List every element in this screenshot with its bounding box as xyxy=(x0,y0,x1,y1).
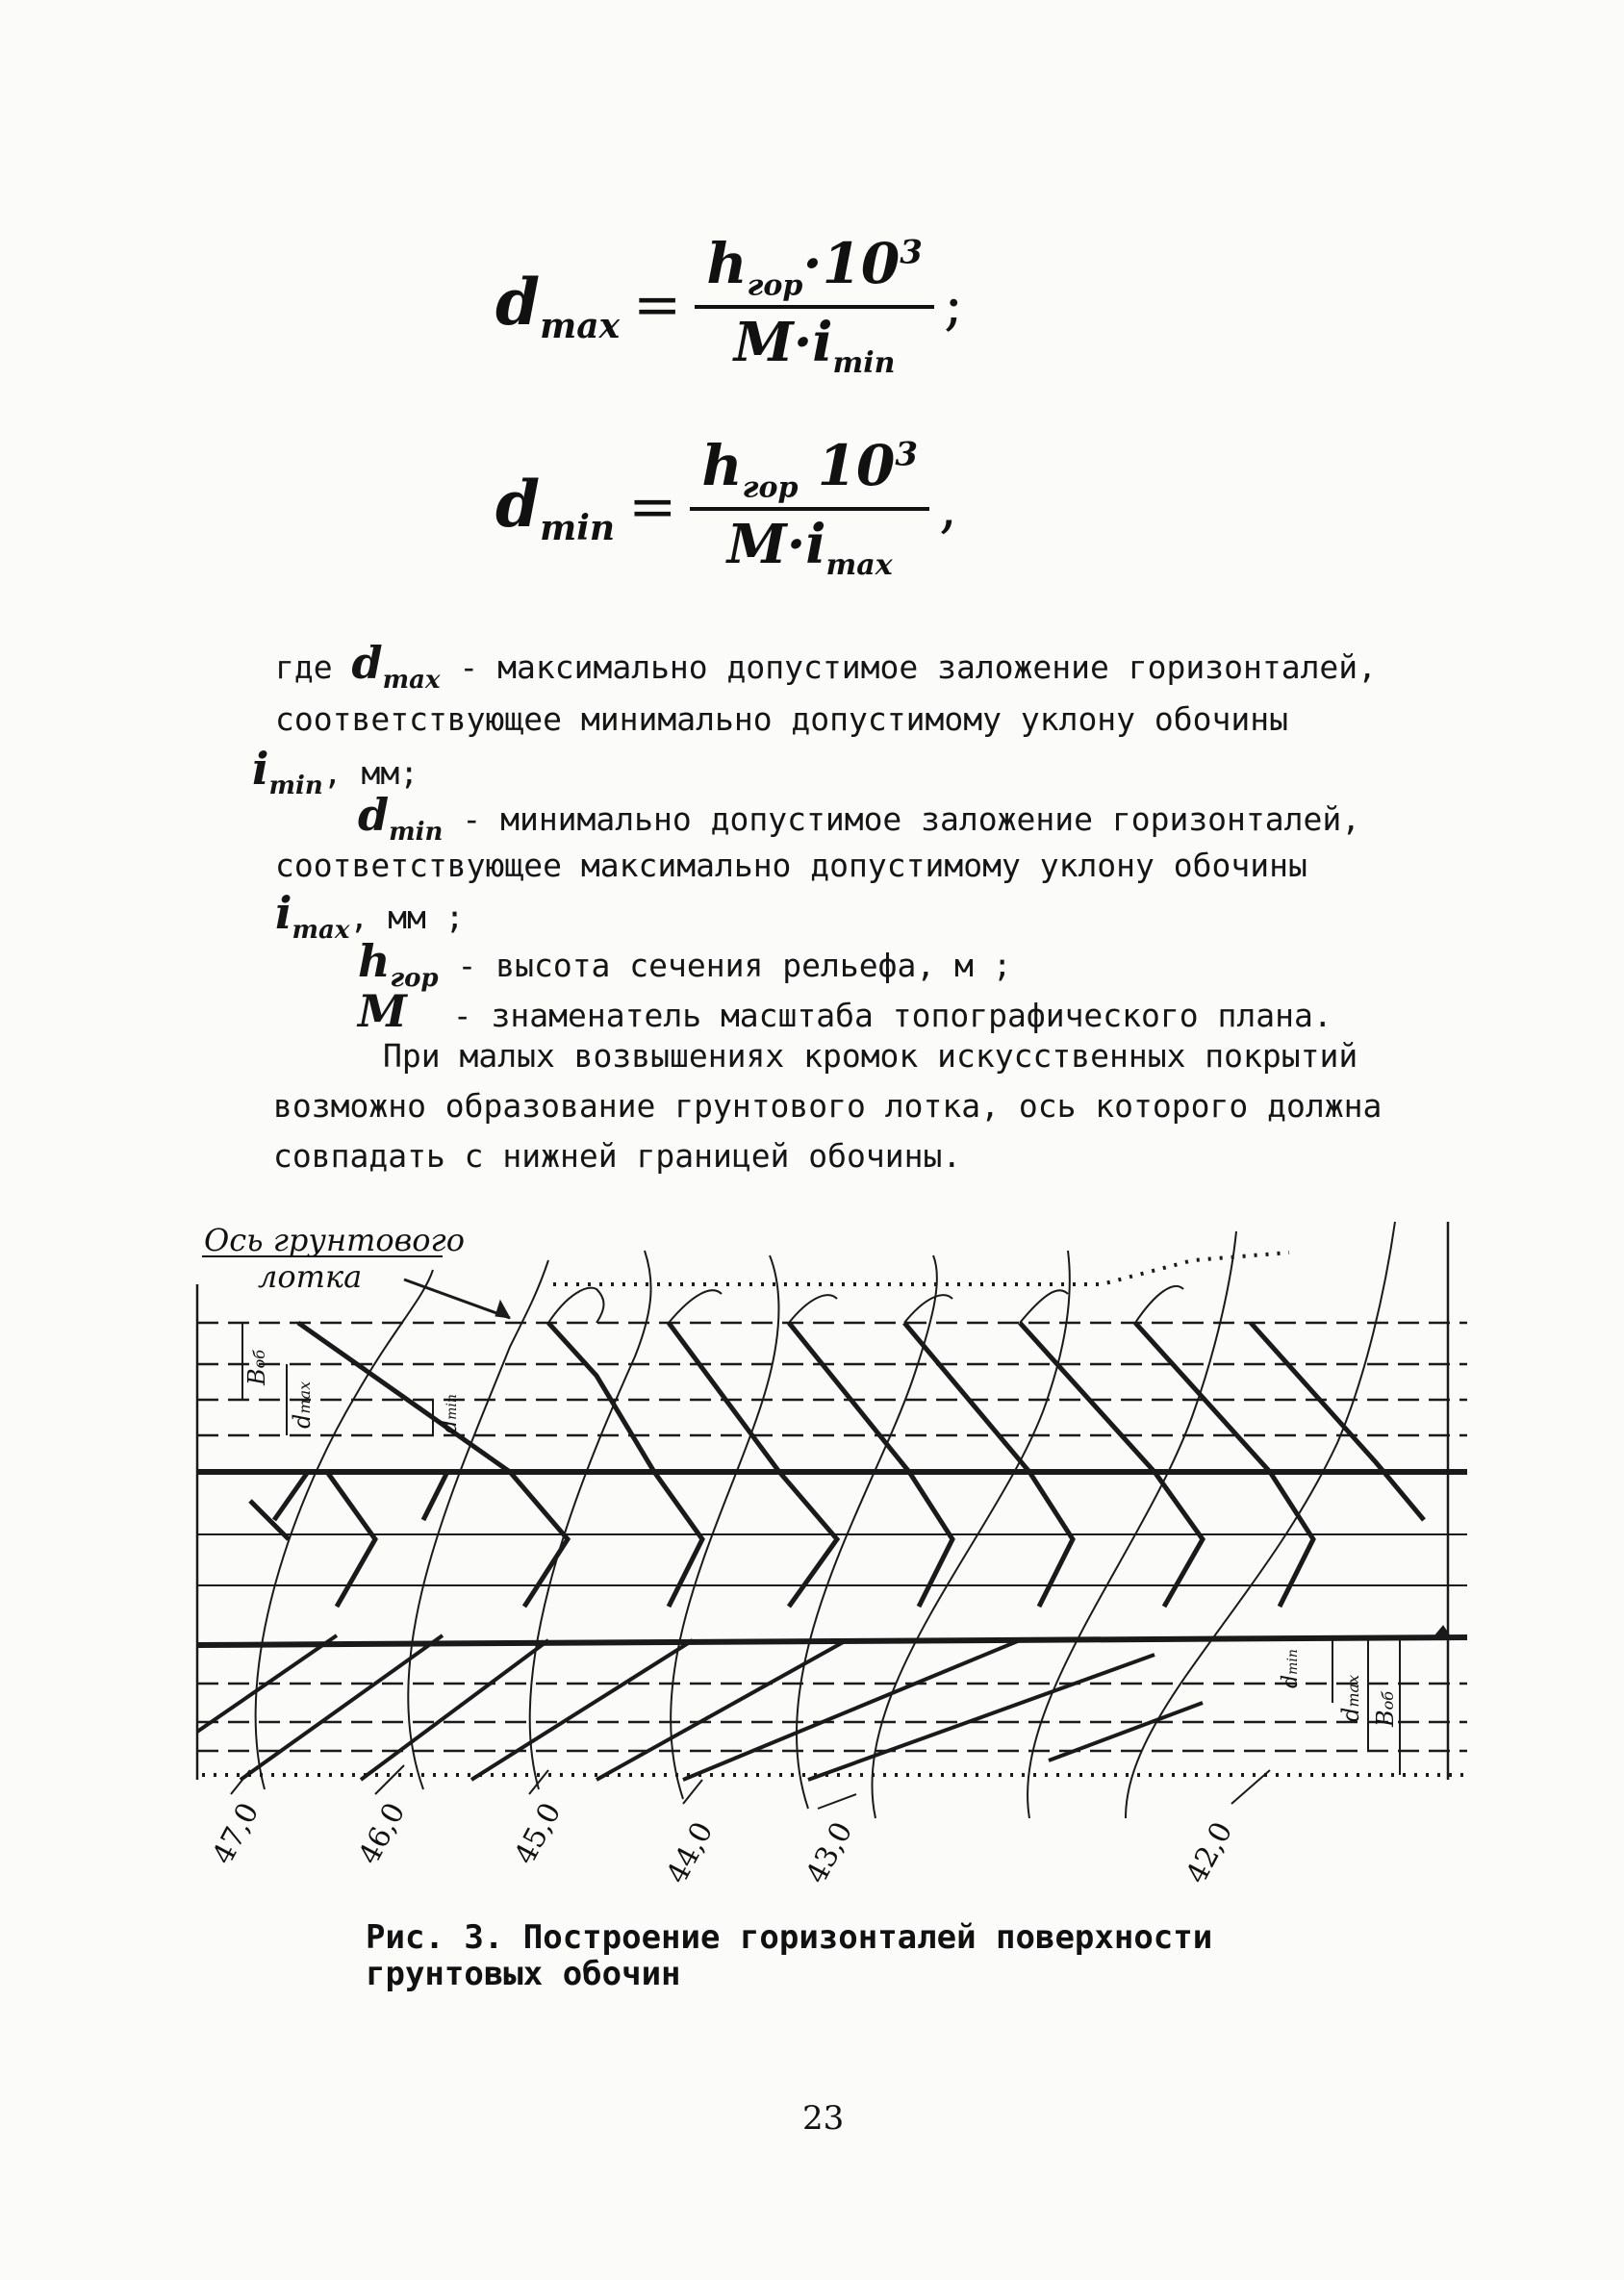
contour-chevron xyxy=(1251,1323,1424,1520)
contour-hairpin xyxy=(789,1295,837,1323)
numerator: $h_{гор}\cdot 10^3$ xyxy=(695,231,934,309)
contour-curve xyxy=(671,1255,778,1799)
shoulder-top-dotted-edge xyxy=(553,1253,1289,1284)
contour-figure xyxy=(183,1203,1472,1889)
contour-label-44: 44,0 xyxy=(660,1816,721,1889)
paragraph-line2: возможно образование грунтового лотка, ось которого должна xyxy=(273,1087,1383,1125)
dim-dmin-top: dmin xyxy=(438,1394,462,1433)
paragraph-line1: При малых возвышениях кромок искусственных покрытий xyxy=(383,1037,1358,1075)
contour-chevron xyxy=(274,1472,308,1520)
definition-h-gor: $h_{гор}$ - высота сечения рельефа, м ; xyxy=(358,935,1012,994)
contour-curve xyxy=(408,1260,548,1789)
contour-lower-diagonal xyxy=(596,1640,847,1780)
caption-line2: грунтовых обочин xyxy=(366,1955,681,1993)
contour-lower-diagonal xyxy=(241,1635,443,1780)
equals-sign: = xyxy=(628,473,677,542)
label-leader xyxy=(1231,1770,1270,1804)
formula-lhs: $d_{min}$ xyxy=(495,466,616,548)
formula-punctuation: , xyxy=(939,473,958,542)
label-leader xyxy=(818,1794,856,1809)
definition-d-max-line2: соответствующее минимально допустимому уклону обочины xyxy=(275,700,1288,738)
fraction xyxy=(690,433,929,582)
definition-d-max-line3: $i_{min}$, мм; xyxy=(252,743,419,801)
definition-d-min-line1: $d_{min}$ - минимально допустимое заложение горизонталей, xyxy=(358,789,1361,848)
pavement-edge-bottom xyxy=(197,1637,1467,1645)
formula-d-min xyxy=(495,433,957,582)
page-number: 23 xyxy=(802,2099,845,2138)
dim-dmax-bottom: dmax xyxy=(1337,1674,1364,1722)
contour-label-46: 46,0 xyxy=(352,1797,413,1870)
axis-arrowhead xyxy=(495,1301,510,1318)
denominator: $M\cdot i_{min}$ xyxy=(733,310,896,380)
contour-chevron xyxy=(423,1472,447,1520)
formula-d-max xyxy=(495,231,963,380)
definition-m: M - знаменатель масштаба топографического плана. xyxy=(358,985,1332,1037)
formula-lhs: $d_{max}$ xyxy=(495,264,621,346)
axis-label-line1: Ось грунтового xyxy=(204,1222,465,1258)
contour-hairpin xyxy=(904,1295,952,1323)
label-leader xyxy=(683,1780,702,1804)
figure-caption xyxy=(366,1919,1212,1992)
contour-lower-diagonal xyxy=(683,1640,1020,1780)
definition-d-min-line3: $i_{max}$, мм ; xyxy=(275,887,465,946)
paragraph-line3: совпадать с нижней границей обочины. xyxy=(273,1137,962,1175)
axis-label-line2: лотка xyxy=(258,1258,363,1295)
contour-lower-diagonal xyxy=(808,1655,1155,1780)
formula-punctuation: ; xyxy=(943,271,964,340)
equals-sign: = xyxy=(633,271,682,340)
numerator: $h_{гор}$ $10^3$ xyxy=(690,433,929,511)
definition-d-min-line2: соответствующее максимально допустимому уклону обочины xyxy=(275,847,1307,884)
axis-leader xyxy=(404,1279,510,1318)
label-leader xyxy=(231,1770,250,1794)
dim-b-top: Bоб xyxy=(243,1349,270,1385)
contour-label-43: 43,0 xyxy=(799,1816,860,1889)
dim-dmin-bottom: dmin xyxy=(1279,1649,1303,1688)
fraction xyxy=(695,231,934,380)
contour-lower-diagonal xyxy=(471,1640,693,1780)
contour-hairpin xyxy=(669,1290,722,1323)
contour-label-47: 47,0 xyxy=(206,1797,266,1870)
contour-label-45: 45,0 xyxy=(508,1797,569,1870)
dim-b-bottom: Bоб xyxy=(1372,1690,1399,1727)
label-leader xyxy=(375,1765,404,1794)
contour-hairpin xyxy=(1135,1286,1183,1323)
dim-dmax-top: dmax xyxy=(289,1381,316,1429)
contour-hairpin xyxy=(1020,1290,1068,1323)
contour-curve xyxy=(1126,1222,1395,1818)
contour-label-42: 42,0 xyxy=(1180,1816,1240,1889)
contour-lower-diagonal xyxy=(361,1640,548,1780)
caption-line1: Рис. 3. Построение горизонталей поверхности xyxy=(366,1918,1213,1957)
definition-d-max-line1: где $d_{max}$ - максимально допустимое заложение горизонталей, xyxy=(275,637,1378,696)
contour-hairpin xyxy=(548,1288,604,1323)
denominator: $M\cdot i_{max}$ xyxy=(726,512,893,582)
